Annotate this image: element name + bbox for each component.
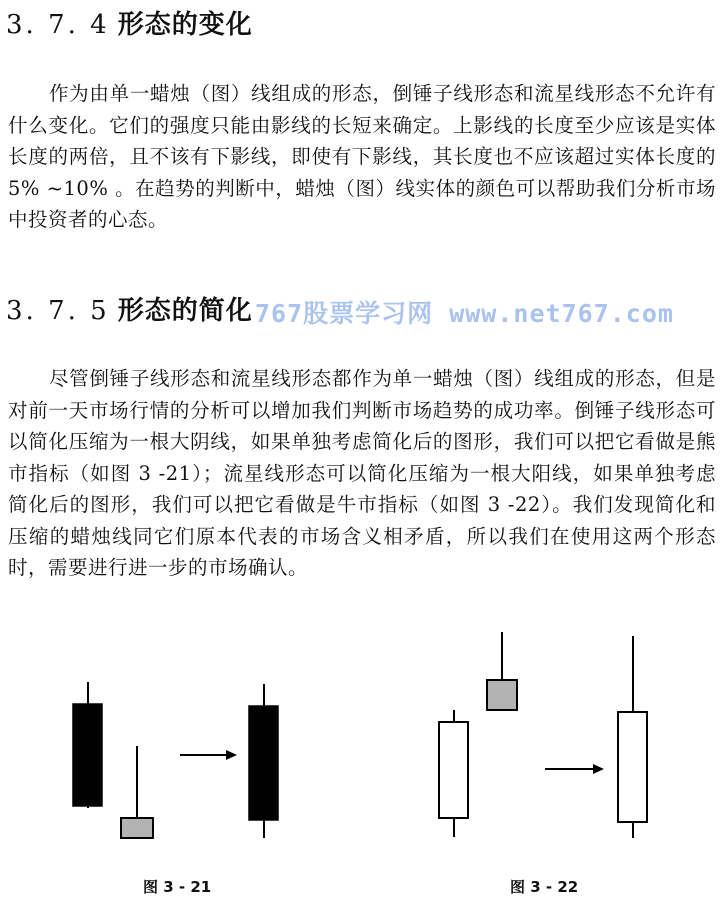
paragraph-form-simplification: 尽管倒锤子线形态和流星线形态都作为单一蜡烛（图）线组成的形态，但是对前一天市场行情的分析可以增加我们判断市场趋势的成功率。倒锤子线形态可以简化压缩为一根大阴线，如果单独考虑简化后的图形，我们可以把它看做是熊市指标（如图 3 -21）；流星线形态可以简化压缩为一根大阳线，如果单独考虑简化后的图形，我们可以把它看做是牛市指标（如图 3 -22）。我们发现简化和压缩的蜡烛线同它们原本代表的市场含义相矛盾，所以我们在使用这两个形态时，需要进行进一步的市场确认。: [8, 367, 716, 579]
bearish-candle-large: [73, 682, 102, 808]
section-title: 形态的简化: [117, 296, 253, 326]
section-number: 3. 7. 5: [6, 296, 110, 326]
section-title: 形态的变化: [117, 10, 253, 40]
watermark-text: 767股票学习网 www.net767.com: [255, 299, 674, 328]
figure-3-22: [361, 630, 722, 840]
bearish-candle-combined: [249, 684, 278, 838]
gray-candle-small: [121, 746, 153, 838]
section-number: 3. 7. 4: [6, 10, 110, 40]
figure-caption-3-21: 图 3 - 21: [143, 878, 212, 896]
bullish-candle-combined: [618, 636, 647, 838]
section-heading-3-7-4: [6, 4, 253, 41]
gray-candle-star: [487, 632, 517, 710]
arrow-icon: [180, 750, 237, 760]
bullish-candle: [439, 710, 468, 837]
figure-3-21: [0, 630, 361, 840]
figure-caption-3-22: 图 3 - 22: [510, 878, 579, 896]
arrow-icon: [545, 764, 604, 774]
paragraph-form-variation: 作为由单一蜡烛（图）线组成的形态，倒锤子线形态和流星线形态不允许有什么变化。它们的强度只能由影线的长短来确定。上影线的长度至少应该是实体长度的两倍，且不该有下影线，即使有下影线，其长度也不应该超过实体长度的 5% ~10% 。在趋势的判断中，蜡烛（图）线实体的颜色可以帮助我们分析市场中投资者的心态。: [8, 82, 716, 231]
section-heading-3-7-5: [6, 290, 253, 327]
